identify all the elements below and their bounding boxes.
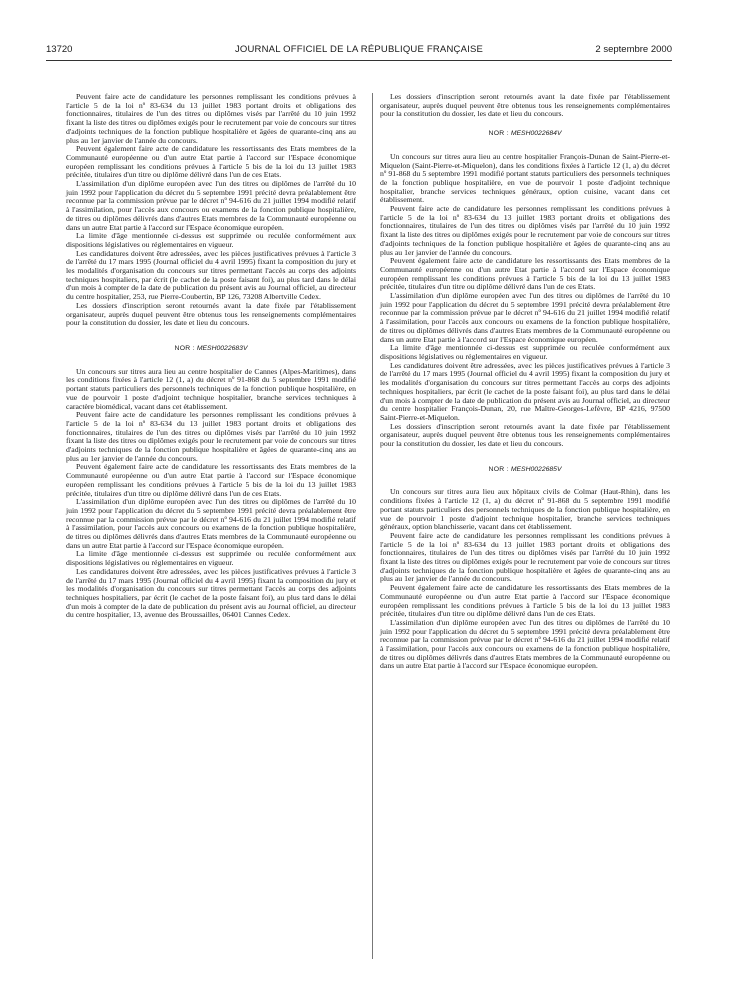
nor-code: MESH0022683V bbox=[196, 344, 248, 352]
nor-reference bbox=[380, 129, 670, 139]
nor-code: MESH0022685V bbox=[510, 465, 562, 473]
body-paragraph: Peuvent également faire acte de candidature les ressortissants des Etats membres de la Communauté européenne ou d'un autre Etat partie à l'accord sur l'Espace économique européen remplissant les conditions prévues à l'article 5 bis de la loi du 13 juillet 1983 précitée, titulaires d'un titre ou diplôme délivré dans l'un de ces Etats. bbox=[380, 583, 670, 619]
body-paragraph: Les candidatures doivent être adressées, avec les pièces justificatives prévues à l'article 3 de l'arrêté du 17 mars 1995 (Journal officiel du 4 avril 1995) fixant la composition du jury et les modalités d'organisation du concours sur titres permettant l'accès au corps des adjoints techniques hospitaliers, par écrit (le cachet de la poste faisant foi), au plus tard dans le délai d'un mois à compter de la date de publication du présent avis au Journal officiel, au directeur du centre hospitalier, 253, rue Pierre-Coubertin, BP 126, 73208 Albertville Cedex. bbox=[66, 248, 356, 302]
body-paragraph: L'assimilation d'un diplôme européen avec l'un des titres ou diplômes de l'arrêté du 10 juin 1992 pour l'application du décret du 5 septembre 1991 précité devra préalablement être reconnue par la commission prévue par le décret nº 94-616 du 21 juillet 1994 modifié relatif à l'assimilation, pour l'accès aux concours ou examens de la fonction publique hospitalière, de titres ou diplômes délivrés dans d'autres Etats membres de la Communauté européenne ou dans un autre Etat partie à l'accord sur l'Espace économique européen. bbox=[380, 617, 670, 671]
body-paragraph: La limite d'âge mentionnée ci-dessus est supprimée ou reculée conformément aux dispositions législatives ou réglementaires en vigueur. bbox=[66, 231, 356, 249]
nor-code: MESH0022684V bbox=[510, 130, 562, 138]
nor-reference bbox=[380, 465, 670, 475]
body-paragraph: Un concours sur titres aura lieu aux hôpitaux civils de Colmar (Haut-Rhin), dans les conditions fixées à l'article 12 (1, a) du décret nº 91-868 du 5 septembre 1991 modifié portant statuts particuliers des personnels techniques de la fonction publique hospitalière, en vue de pourvoir 1 poste d'adjoint technique hospitalier, branche services techniques généraux, option blanchisserie, vacant dans cet établissement. bbox=[380, 487, 670, 532]
left-column bbox=[66, 93, 356, 620]
body-paragraph: Peuvent faire acte de candidature les personnes remplissant les conditions prévues à l'article 5 de la loi nº 83-634 du 13 juillet 1983 portant droits et obligations des fonctionnaires, titulaires de l'un des titres ou diplômes visés par l'arrêté du 10 juin 1992 fixant la liste des titres ou diplômes exigés pour le recrutement par voie de concours sur titres d'adjoints techniques de la fonction publique hospitalière et âgées de quarante-cinq ans au plus au 1er janvier de l'année du concours. bbox=[66, 92, 356, 145]
body-paragraph: Les dossiers d'inscription seront retournés avant la date fixée par l'établissement organisateur, auprès duquel peuvent être obtenus tous les renseignements complémentaires pour la constitution du dossier, les date et lieu du concours. bbox=[380, 421, 670, 449]
body-paragraph: Les candidatures doivent être adressées, avec les pièces justificatives prévues à l'article 3 de l'arrêté du 17 mars 1995 (Journal officiel du 4 avril 1995) fixant la composition du jury et les modalités d'organisation du concours sur titres permettant l'accès au corps des adjoints techniques hospitaliers, par écrit (le cachet de la poste faisant foi), au plus tard dans le délai d'un mois à compter de la date de publication du présent avis au Journal officiel, au directeur du centre hospitalier, 13, avenue des Broussailles, 06401 Cannes Cedex. bbox=[66, 566, 356, 620]
journal-title: JOURNAL OFFICIEL DE LA RÉPUBLIQUE FRANÇAISE bbox=[234, 44, 484, 55]
page-header bbox=[46, 38, 672, 62]
body-paragraph: Peuvent également faire acte de candidature les ressortissants des Etats membres de la Communauté européenne ou d'un autre Etat partie à l'accord sur l'Espace économique européen remplissant les conditions prévues à l'article 5 bis de la loi du 13 juillet 1983 précitée, titulaires d'un titre ou diplôme délivré dans l'un de ces Etats. bbox=[66, 144, 356, 180]
body-paragraph: La limite d'âge mentionnée ci-dessus est supprimée ou reculée conformément aux dispositions législatives ou réglementaires en vigueur. bbox=[66, 549, 356, 568]
body-paragraph: Les candidatures doivent être adressées, avec les pièces justificatives prévues à l'article 3 de l'arrêté du 17 mars 1995 (Journal officiel du 4 avril 1995) fixant la composition du jury et les modalités d'organisation du concours sur titres permettant l'accès au corps des adjoints techniques hospitaliers, par écrit (le cachet de la poste faisant foi), au plus tard dans le délai d'un mois à compter de la date de publication du présent avis au Journal officiel, au directeur du centre hospitalier François-Dunan, 20, rue Maître-Georges-Lefèvre, BP 4216, 97500 Saint-Pierre-et-Miquelon. bbox=[380, 360, 670, 422]
right-column bbox=[380, 93, 670, 671]
body-paragraph: Les dossiers d'inscription seront retournés avant la date fixée par l'établissement organisateur, auprès duquel peuvent être obtenus tous les renseignements complémentaires pour la constitution du dossier, les date et lieu du concours. bbox=[66, 300, 356, 328]
body-paragraph: Peuvent également faire acte de candidature les ressortissants des Etats membres de la Communauté européenne ou d'un autre Etat partie à l'accord sur l'Espace économique européen remplissant les conditions prévues à l'article 5 bis de la loi du 13 juillet 1983 précitée, titulaires d'un titre ou diplôme délivré dans l'un de ces Etats. bbox=[380, 256, 670, 292]
nor-reference bbox=[66, 344, 356, 354]
body-paragraph: La limite d'âge mentionnée ci-dessus est supprimée ou reculée conformément aux dispositions législatives ou réglementaires en vigueur. bbox=[380, 343, 670, 361]
nor-label: NOR : bbox=[488, 465, 509, 473]
nor-label: NOR : bbox=[174, 344, 195, 352]
page-number: 13720 bbox=[46, 44, 73, 55]
body-paragraph: Les dossiers d'inscription seront retournés avant la date fixée par l'établissement organisateur, auprès duquel peuvent être obtenus tous les renseignements complémentaires pour la constitution du dossier, les date et lieu du concours. bbox=[380, 92, 670, 119]
nor-label: NOR : bbox=[488, 130, 509, 138]
issue-date: 2 septembre 2000 bbox=[595, 44, 672, 55]
body-paragraph: Un concours sur titres aura lieu au centre hospitalier de Cannes (Alpes-Maritimes), dans les conditions fixées à l'article 12 (1, a) du décret nº 91-868 du 5 septembre 1991 modifié portant statuts particuliers des personnels techniques de la fonction publique hospitalière, en vue de pourvoir 1 poste d'adjoint technique hospitalier, branche services techniques à caractère biomédical, vacant dans cet établissement. bbox=[66, 366, 356, 411]
body-paragraph: Peuvent faire acte de candidature les personnes remplissant les conditions prévues à l'article 5 de la loi nº 83-634 du 13 juillet 1983 portant droits et obligations des fonctionnaires, titulaires de l'un des titres ou diplômes visés par l'arrêté du 10 juin 1992 fixant la liste des titres ou diplômes exigés pour le recrutement par voie de concours sur titres d'adjoints techniques de la fonction publique hospitalière et âgées de quarante-cinq ans au plus au 1er janvier de l'année du concours. bbox=[380, 204, 670, 257]
body-paragraph: L'assimilation d'un diplôme européen avec l'un des titres ou diplômes de l'arrêté du 10 juin 1992 pour l'application du décret du 5 septembre 1991 précité devra préalablement être reconnue par la commission prévue par le décret nº 94-616 du 21 juillet 1994 modifié relatif à l'assimilation, pour l'accès aux concours ou examens de la fonction publique hospitalière, de titres ou diplômes délivrés dans d'autres Etats membres de la Communauté européenne ou dans un autre Etat partie à l'accord sur l'Espace économique européen. bbox=[66, 497, 356, 550]
body-paragraph: Peuvent faire acte de candidature les personnes remplissant les conditions prévues à l'article 5 de la loi nº 83-634 du 13 juillet 1983 portant droits et obligations des fonctionnaires, titulaires de l'un des titres ou diplômes visés par l'arrêté du 10 juin 1992 fixant la liste des titres ou diplômes exigés pour le recrutement par voie de concours sur titres d'adjoints techniques de la fonction publique hospitalière et âgées de quarante-cinq ans au plus au 1er janvier de l'année du concours. bbox=[66, 410, 356, 463]
column-divider bbox=[372, 93, 373, 959]
body-paragraph: L'assimilation d'un diplôme européen avec l'un des titres ou diplômes de l'arrêté du 10 juin 1992 pour l'application du décret du 5 septembre 1991 précité devra préalablement être reconnue par la commission prévue par le décret nº 94-616 du 21 juillet 1994 modifié relatif à l'assimilation, pour l'accès aux concours ou examens de la fonction publique hospitalière, de titres ou diplômes délivrés dans d'autres Etats membres de la Communauté européenne ou dans un autre Etat partie à l'accord sur l'Espace économique européen. bbox=[380, 291, 670, 344]
body-paragraph: Un concours sur titres aura lieu au centre hospitalier François-Dunan de Saint-Pierre-et-Miquelon (Saint-Pierre-et-Miquelon), dans les conditions fixées à l'article 12 (1, a) du décret nº 91-868 du 5 septembre 1991 modifié portant statuts particuliers des personnels techniques de la fonction publique hospitalière, en vue de pourvoir 1 poste d'adjoint technique hospitalier, branche services techniques généraux, option cuisine, vacant dans cet établissement. bbox=[380, 151, 670, 205]
body-paragraph: Peuvent également faire acte de candidature les ressortissants des Etats membres de la Communauté européenne ou d'un autre Etat partie à l'accord sur l'Espace économique européen remplissant les conditions prévues à l'article 5 bis de la loi du 13 juillet 1983 précitée, titulaires d'un titre ou diplôme délivré dans l'un de ces Etats. bbox=[66, 462, 356, 498]
body-paragraph: L'assimilation d'un diplôme européen avec l'un des titres ou diplômes de l'arrêté du 10 juin 1992 pour l'application du décret du 5 septembre 1991 précité devra préalablement être reconnue par la commission prévue par le décret nº 94-616 du 21 juillet 1994 modifié relatif à l'assimilation, pour l'accès aux concours ou examens de la fonction publique hospitalière, de titres ou diplômes délivrés dans d'autres Etats membres de la Communauté européenne ou dans un autre Etat partie à l'accord sur l'Espace économique européen. bbox=[66, 179, 356, 232]
header-rule bbox=[46, 60, 672, 61]
body-paragraph: Peuvent faire acte de candidature les personnes remplissant les conditions prévues à l'article 5 de la loi nº 83-634 du 13 juillet 1983 portant droits et obligations des fonctionnaires, titulaires de l'un des titres ou diplômes visés par l'arrêté du 10 juin 1992 fixant la liste des titres ou diplômes exigés pour le recrutement par voie de concours sur titres d'adjoints techniques de la fonction publique hospitalière et âgées de quarante-cinq ans au plus au 1er janvier de l'année du concours. bbox=[380, 530, 670, 584]
